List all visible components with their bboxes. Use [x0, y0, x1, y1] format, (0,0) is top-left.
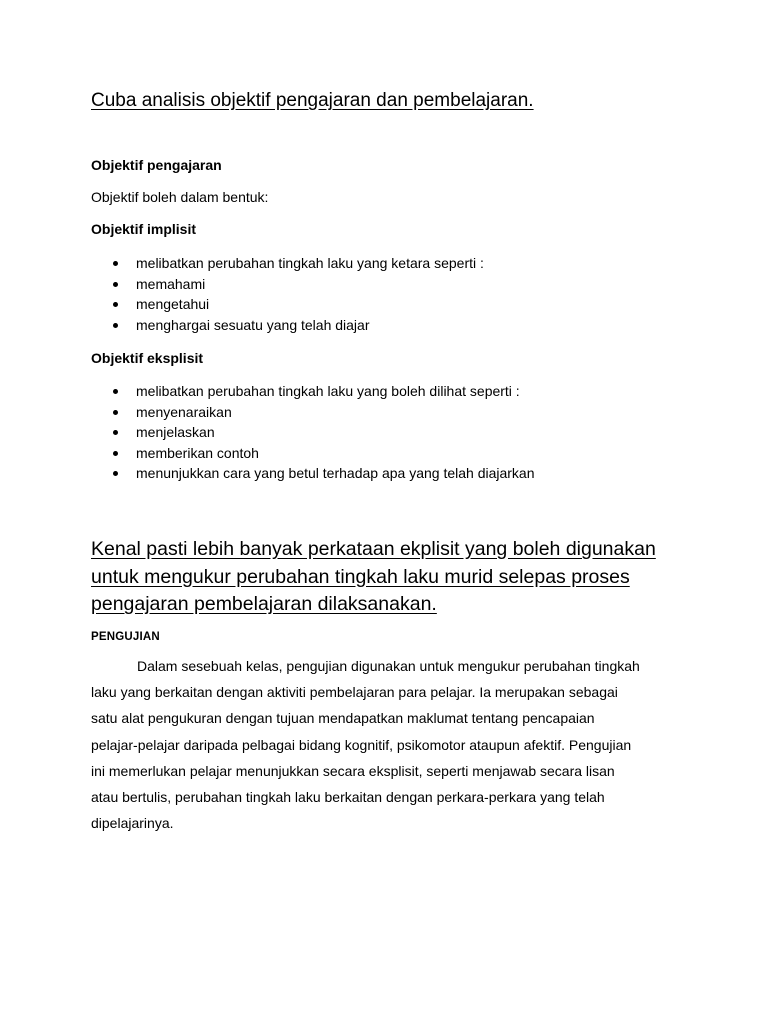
bullet-icon — [113, 430, 118, 435]
bullet-icon — [113, 410, 118, 415]
paragraph-line: satu alat pengukuran dengan tujuan mendapatkan maklumat tentang pencapaian — [91, 710, 595, 727]
eksplisit-list — [91, 381, 535, 484]
intro-text: Objektif boleh dalam bentuk: — [91, 189, 269, 205]
list-item-text: menghargai sesuatu yang telah diajar — [136, 316, 370, 333]
bullet-icon — [113, 302, 118, 307]
list-item-text: memahami — [136, 275, 206, 292]
paragraph-line: pelajar-pelajar daripada pelbagai bidang kognitif, psikomotor ataupun afektif. Pengujian — [91, 736, 632, 753]
document-title: Cuba analisis objektif pengajaran dan pembelajaran. — [91, 90, 534, 111]
bullet-icon — [113, 323, 118, 328]
list-item — [91, 402, 535, 423]
paragraph-line: atau bertulis, perubahan tingkah laku berkaitan dengan perkara-perkara yang telah — [91, 789, 605, 806]
bullet-icon — [113, 471, 118, 476]
list-item-text: melibatkan perubahan tingkah laku yang ketara seperti : — [136, 255, 484, 271]
list-item-text: memberikan contoh — [136, 444, 259, 461]
list-item-text: melibatkan perubahan tingkah laku yang boleh dilihat seperti : — [136, 383, 520, 399]
list-item-text: menjelaskan — [136, 424, 215, 441]
bullet-icon — [113, 451, 118, 456]
bullet-icon — [113, 282, 118, 287]
list-item — [91, 422, 535, 443]
paragraph-line: ini memerlukan pelajar menunjukkan secara eksplisit, seperti menjawab secara lisan — [91, 762, 615, 779]
paragraph-line: dipelajarinya. — [91, 815, 174, 832]
list-item-text: mengetahui — [136, 296, 210, 313]
list-item — [91, 463, 535, 484]
implisit-list — [91, 253, 484, 335]
list-item — [91, 294, 484, 315]
list-item-text: menunjukkan cara yang betul terhadap apa yang telah diajarkan — [136, 465, 535, 482]
bullet-icon — [113, 261, 118, 266]
list-item — [91, 443, 535, 464]
heading-objektif-pengajaran: Objektif pengajaran — [91, 157, 222, 173]
paragraph-line: Dalam sesebuah kelas, pengujian digunakan untuk mengukur perubahan tingkah — [137, 658, 640, 674]
list-item-text: menyenaraikan — [136, 403, 232, 420]
list-item — [91, 253, 484, 274]
task-heading-line: Kenal pasti lebih banyak perkataan ekplisit yang boleh digunakan — [91, 538, 656, 560]
heading-objektif-eksplisit: Objektif eksplisit — [91, 350, 204, 366]
heading-pengujian: PENGUJIAN — [91, 631, 160, 643]
pengujian-paragraph — [91, 653, 691, 836]
task-heading-line: untuk mengukur perubahan tingkah laku murid selepas proses — [91, 565, 630, 588]
task-heading-line: pengajaran pembelajaran dilaksanakan. — [91, 593, 437, 615]
list-item — [91, 274, 484, 295]
bullet-icon — [113, 389, 118, 394]
heading-objektif-implisit: Objektif implisit — [91, 221, 197, 237]
list-item — [91, 315, 484, 336]
paragraph-line: laku yang berkaitan dengan aktiviti pembelajaran para pelajar. Ia merupakan sebagai — [91, 684, 618, 701]
list-item — [91, 381, 535, 402]
task-heading — [91, 536, 711, 619]
